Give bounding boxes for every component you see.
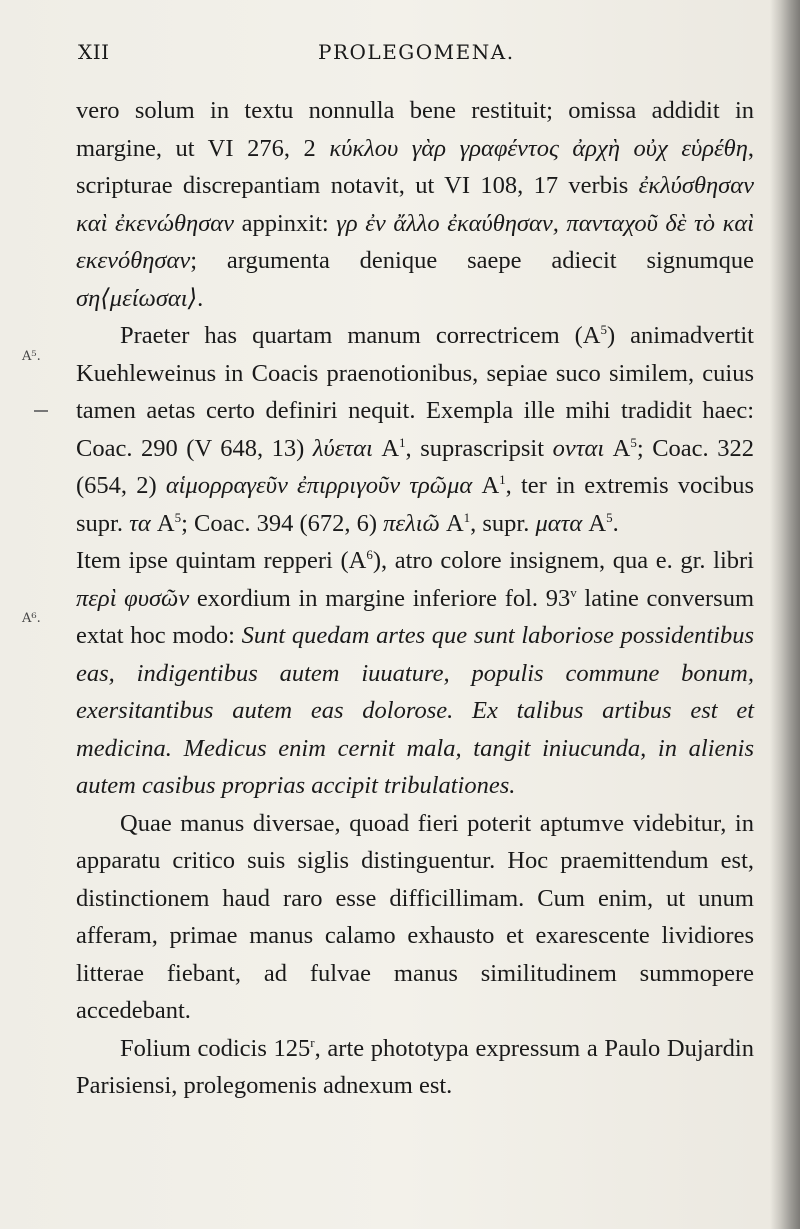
superscript: 1 bbox=[399, 434, 406, 450]
greek-quote: ματα bbox=[535, 509, 583, 537]
greek-quote: λύεται bbox=[312, 434, 373, 462]
text-run: appinxit: bbox=[234, 209, 337, 237]
greek-quote: περὶ φυσῶν bbox=[76, 584, 190, 612]
text-run: ; Coac. 394 (672, 6) bbox=[181, 509, 384, 537]
margin-note-a5: A⁵. bbox=[22, 349, 41, 364]
text-run: ; Coac. 322 (654, 2) bbox=[76, 434, 754, 499]
superscript: r bbox=[310, 1034, 315, 1050]
paragraph-2 bbox=[76, 317, 754, 542]
superscript: 1 bbox=[499, 471, 506, 487]
text-run: Item ipse quintam repperi (A bbox=[76, 547, 367, 574]
greek-quote: κύκλου γὰρ γραφέντος ἀρχὴ οὐχ εὑρέθη bbox=[329, 134, 748, 162]
paragraph-5 bbox=[76, 1030, 754, 1105]
superscript: 1 bbox=[463, 509, 471, 525]
greek-quote: ση⟨μείωσαι⟩ bbox=[76, 284, 198, 312]
superscript: 6 bbox=[366, 546, 373, 562]
text-run: A bbox=[150, 509, 175, 537]
superscript: v bbox=[570, 584, 577, 600]
text-run: exordium in margine inferiore fol. 93 bbox=[189, 584, 571, 612]
text-run: Praeter has quartam manum correctricem (A bbox=[120, 322, 601, 349]
text-run: ) animadvertit Kuehleweinus in Coacis praenotionibus, sepiae suco similem, cuius tamen aetas certo definiri nequit. Exempla ille mihi tradidit haec: Coac. 290 (V 648, 13) bbox=[76, 322, 754, 462]
latin-italic-quote: Sunt quedam artes que sunt laboriose possidentibus eas, indigentibus autem iuuature, populis commune bonum, exersitantibus autem eas dolorose. Ex talibus artibus est et medicina. Medicus enim cernit mala, tangit iniucunda, in alienis autem casibus proprias accipit tribulationes. bbox=[76, 622, 754, 799]
greek-quote: ἐκλύσθησαν καὶ ἐκενώθησαν bbox=[76, 172, 754, 237]
text-run: latine conversum extat hoc modo: bbox=[76, 584, 754, 649]
paragraph-3 bbox=[76, 542, 754, 805]
superscript: 5 bbox=[630, 434, 637, 450]
text-run: . bbox=[612, 509, 619, 537]
superscript: 5 bbox=[600, 321, 607, 337]
text-run: ), atro colore insignem, qua e. gr. libri bbox=[372, 547, 754, 574]
text-run: A bbox=[372, 434, 400, 462]
margin-dash-mark bbox=[34, 410, 48, 412]
text-run: , ter in extremis vocibus supr. bbox=[76, 472, 755, 537]
greek-quote: τα bbox=[129, 509, 151, 537]
text-run: . bbox=[197, 284, 204, 312]
text-run: vero solum in textu nonnulla bene restituit; omissa addidit in margine, ut VI 276, 2 bbox=[76, 97, 754, 162]
greek-quote: ονται bbox=[552, 434, 605, 462]
text-run: , scripturae discrepantiam notavit, ut VI 108, 17 verbis bbox=[76, 134, 754, 199]
greek-quote: αἱμορραγεῦν ἐπιρριγοῦν τρῶμα bbox=[165, 472, 473, 499]
text-run: Folium codicis 125 bbox=[120, 1034, 311, 1062]
running-header bbox=[0, 40, 800, 68]
text-run: , suprascripsit bbox=[405, 434, 553, 462]
superscript: 5 bbox=[174, 509, 182, 525]
superscript: 5 bbox=[606, 509, 613, 525]
page-edge-shadow bbox=[770, 0, 800, 1229]
text-run: A bbox=[582, 509, 607, 537]
text-run: , arte phototypa expressum a Paulo Dujardin Parisiensi, prolegomenis adnexum est. bbox=[76, 1034, 754, 1099]
greek-quote: πελιῶ bbox=[383, 509, 440, 537]
text-run: ; argumenta denique saepe adiecit signumque bbox=[190, 247, 754, 274]
text-run: , supr. bbox=[470, 509, 536, 537]
page-number: XII bbox=[78, 40, 110, 64]
margin-note-a6: A⁶. bbox=[22, 611, 41, 626]
body-text bbox=[76, 92, 754, 1105]
paragraph-4: Quae manus diversae, quoad fieri poterit aptumve videbitur, in apparatu critico suis siglis distinguentur. Hoc praemittendum est, distinctionem haud raro esse difficillimam. Cum enim, ut unum afferam, primae manus calamo exhausto et exarescente lividiores litterae fiebant, ad fulvae manus similitudinem summopere accedebant. bbox=[76, 809, 754, 1024]
text-run: A bbox=[604, 434, 631, 462]
paragraph-1 bbox=[76, 92, 754, 317]
greek-quote: γρ ἐν ἄλλο ἐκαύθησαν, πανταχοῦ δὲ τὸ καὶ εκενόθησαν bbox=[76, 209, 754, 274]
running-title: PROLEGOMENA. bbox=[318, 40, 515, 64]
text-run: A bbox=[439, 509, 464, 537]
text-run: A bbox=[472, 472, 500, 499]
